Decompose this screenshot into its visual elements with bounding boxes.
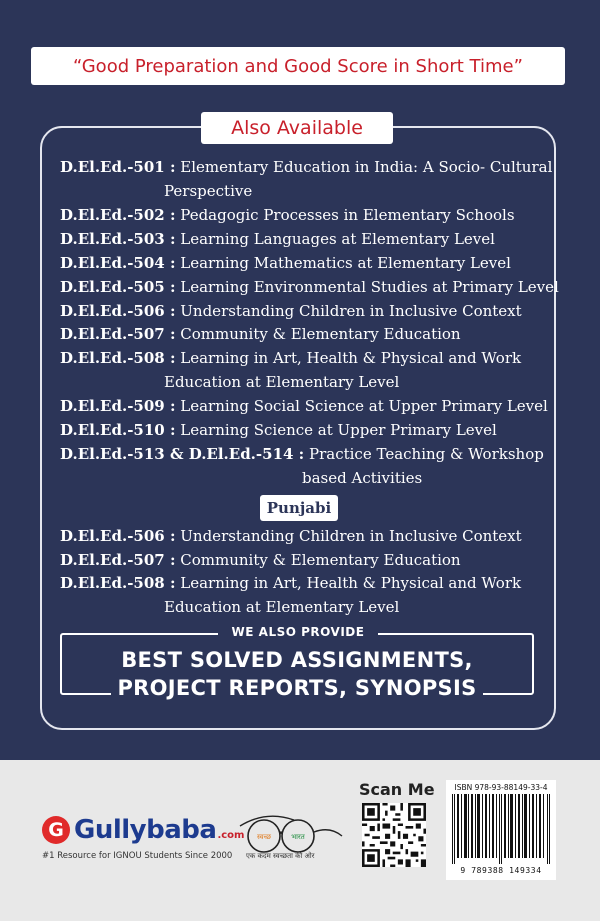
list-item: D.El.Ed.-503 : Learning Languages at Elementary Level xyxy=(60,230,495,248)
logo-tagline: #1 Resource for IGNOU Students Since 2000 xyxy=(42,851,233,861)
list-item-continuation: Education at Elementary Level xyxy=(164,373,400,391)
list-item: D.El.Ed.-509 : Learning Social Science at Upper Primary Level xyxy=(60,397,548,415)
list-item: D.El.Ed.-507 : Community & Elementary Education xyxy=(60,551,461,569)
list-item: D.El.Ed.-506 : Understanding Children in Inclusive Context xyxy=(60,527,522,545)
list-item: D.El.Ed.-506 : Understanding Children in Inclusive Context xyxy=(60,302,522,320)
list-item-continuation: based Activities xyxy=(302,469,423,487)
swachh-right-text: भारत xyxy=(291,833,305,841)
g-logo-icon: G xyxy=(42,816,70,844)
list-item: D.El.Ed.-507 : Community & Elementary Education xyxy=(60,325,461,343)
gullybaba-logo xyxy=(42,815,244,845)
list-item: D.El.Ed.-505 : Learning Environmental Studies at Primary Level xyxy=(60,278,559,296)
provide-line-2: PROJECT REPORTS, SYNOPSIS xyxy=(60,676,534,700)
qr-code-icon[interactable] xyxy=(362,803,426,867)
list-item: D.El.Ed.-508 : Learning in Art, Health & Physical and Work xyxy=(60,349,522,367)
provide-label: WE ALSO PROVIDE xyxy=(218,623,378,641)
isbn-text: ISBN 978-93-88149-33-4 xyxy=(454,783,548,792)
barcode-bars-icon xyxy=(452,794,550,864)
list-item: D.El.Ed.-513 & D.El.Ed.-514 : Practice Teaching & Workshop xyxy=(60,445,544,463)
punjabi-label: Punjabi xyxy=(260,495,338,521)
list-item: D.El.Ed.-508 : Learning in Art, Health & Physical and Work xyxy=(60,574,522,592)
tagline-banner xyxy=(31,47,565,85)
logo-text: Gullybaba xyxy=(74,815,217,845)
barcode-number: 9 789388 149334 xyxy=(460,866,542,875)
list-item: D.El.Ed.-501 : Elementary Education in India: A Socio- Cultural xyxy=(60,158,553,176)
list-item: D.El.Ed.-510 : Learning Science at Upper Primary Level xyxy=(60,421,497,439)
list-item-continuation: Perspective xyxy=(164,182,253,200)
also-available-title: Also Available xyxy=(201,112,393,144)
logo-suffix: .com xyxy=(217,830,245,841)
list-item: D.El.Ed.-504 : Learning Mathematics at Elementary Level xyxy=(60,254,511,272)
tagline-text: “Good Preparation and Good Score in Short Time” xyxy=(73,55,523,77)
swachh-left-text: स्वच्छ xyxy=(256,833,272,841)
scan-me-label: Scan Me xyxy=(359,780,435,799)
swachh-caption: एक कदम स्वच्छता की ओर xyxy=(246,852,315,860)
list-item-continuation: Education at Elementary Level xyxy=(164,598,400,616)
list-item: D.El.Ed.-502 : Pedagogic Processes in Elementary Schools xyxy=(60,206,515,224)
provide-line-1: BEST SOLVED ASSIGNMENTS, xyxy=(121,648,473,672)
